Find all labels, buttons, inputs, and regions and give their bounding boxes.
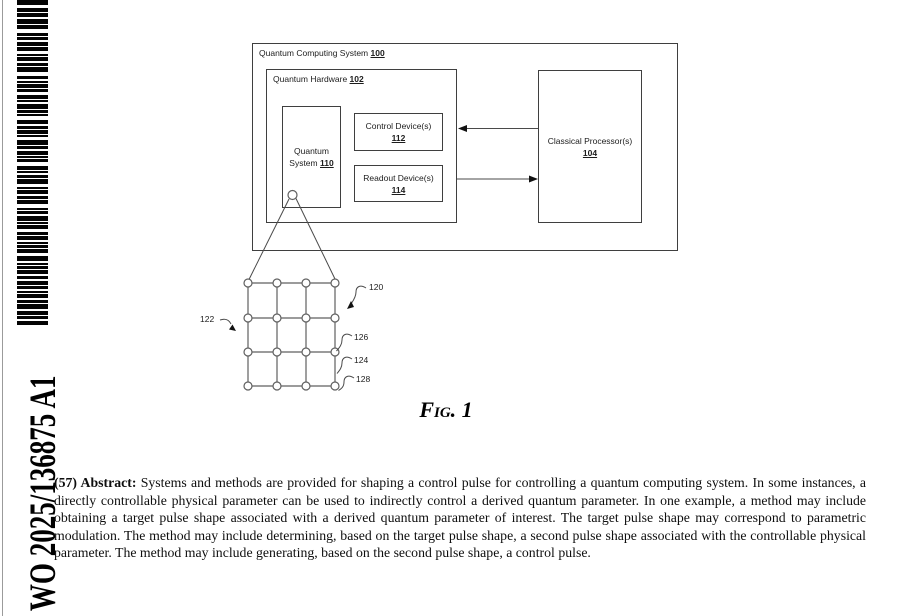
ref-label-128: 128 — [356, 374, 371, 384]
qubit-node — [273, 382, 281, 390]
barcode-bar — [17, 245, 48, 248]
barcode-bar — [17, 57, 48, 61]
barcode-bar — [17, 110, 48, 113]
barcode-bar — [17, 104, 48, 109]
publication-number: WO 2025/136875 A1 — [23, 375, 64, 612]
ref-102: 102 — [349, 74, 364, 84]
barcode-bar — [17, 291, 48, 293]
qubit-node — [302, 382, 310, 390]
barcode-bar — [17, 146, 48, 149]
barcode-bar — [17, 216, 48, 221]
figure-caption: Fig. 1 — [419, 397, 473, 422]
barcode-bar — [17, 151, 48, 155]
ref-label-124: 124 — [354, 355, 369, 365]
readout-devices-label — [355, 172, 442, 196]
ref-112: 112 — [391, 133, 406, 143]
barcode-bar — [17, 0, 48, 5]
barcode-bar — [17, 114, 48, 116]
quantum-computing-system-label: Quantum Computing System — [259, 48, 369, 58]
barcode-bar — [17, 156, 48, 158]
qubit-node — [273, 314, 281, 322]
qubit-node — [302, 348, 310, 356]
barcode-bar — [17, 95, 48, 99]
classical-processors-text: Classical Processor(s) — [547, 135, 633, 146]
barcode-bar — [17, 8, 48, 12]
barcode-bar — [17, 211, 48, 214]
leader-120-arrowhead — [347, 301, 354, 309]
barcode — [17, 0, 48, 326]
barcode-bar — [17, 300, 48, 303]
control-devices-label — [355, 120, 442, 144]
barcode-bar — [17, 190, 48, 194]
page-edge-line — [2, 0, 3, 616]
ref-110: 110 — [320, 158, 334, 168]
qubit-node — [331, 382, 339, 390]
classical-processors-label — [539, 135, 641, 159]
barcode-bar — [17, 76, 48, 79]
barcode-bar — [17, 42, 48, 46]
leader-128 — [339, 376, 355, 390]
quantum-system-label — [283, 145, 340, 169]
barcode-bar — [17, 276, 48, 279]
control-devices-box — [354, 113, 443, 151]
barcode-bar — [17, 171, 48, 173]
qubit-node — [244, 279, 252, 287]
quantum-hardware-title — [273, 74, 364, 84]
qubit-node — [244, 348, 252, 356]
barcode-bar — [17, 316, 48, 319]
leader-122-arrowhead — [229, 325, 236, 332]
quantum-system-line1: Quantum — [294, 146, 329, 156]
ref-104: 104 — [582, 147, 598, 158]
barcode-bar — [17, 294, 48, 298]
barcode-bar — [17, 100, 48, 102]
barcode-bar — [17, 311, 48, 315]
quantum-computing-system-title — [259, 48, 385, 58]
barcode-bar — [17, 13, 48, 17]
barcode-bar — [17, 225, 48, 229]
barcode-bar — [17, 81, 48, 83]
leader-124 — [337, 357, 352, 373]
barcode-bar — [17, 187, 48, 189]
classical-processors-box — [538, 70, 642, 223]
leader-122 — [220, 319, 231, 324]
ref-label-126: 126 — [354, 332, 369, 342]
barcode-bar — [17, 321, 48, 325]
qubit-node — [273, 279, 281, 287]
barcode-bar — [17, 47, 48, 51]
barcode-bar — [17, 67, 48, 72]
barcode-bar — [17, 200, 48, 204]
qubit-node — [331, 314, 339, 322]
barcode-bar — [17, 256, 48, 261]
barcode-bar — [17, 130, 48, 134]
barcode-bar — [17, 281, 48, 285]
barcode-bar — [17, 196, 48, 199]
barcode-bar — [17, 33, 48, 36]
abstract-field-label: (57) Abstract: — [54, 475, 137, 490]
barcode-bar — [17, 270, 48, 274]
ref-label-120: 120 — [369, 282, 384, 292]
barcode-bar — [17, 208, 48, 210]
qubit-node — [331, 348, 339, 356]
control-devices-text: Control Device(s) — [365, 121, 432, 131]
barcode-bar — [17, 54, 48, 56]
barcode-bar — [17, 166, 48, 170]
barcode-bar — [17, 25, 48, 29]
barcode-bar — [17, 140, 48, 145]
barcode-bar — [17, 249, 48, 253]
ref-114: 114 — [391, 184, 406, 195]
barcode-bar — [17, 126, 48, 129]
barcode-bar — [17, 286, 48, 289]
ref-100: 100 — [370, 48, 385, 58]
quantum-system-line2: System — [289, 158, 318, 168]
barcode-bar — [17, 266, 48, 269]
barcode-bar — [17, 236, 48, 240]
qubit-node — [244, 382, 252, 390]
barcode-bar — [17, 135, 48, 137]
barcode-bar — [17, 159, 48, 162]
leader-126 — [337, 334, 353, 351]
qubit-grid — [244, 279, 339, 390]
ref-label-122: 122 — [200, 314, 215, 324]
qubit-node — [302, 279, 310, 287]
qubit-node — [302, 314, 310, 322]
barcode-bar — [17, 179, 48, 184]
barcode-bar — [17, 19, 48, 24]
barcode-bar — [17, 63, 48, 66]
readout-devices-text: Readout Device(s) — [363, 172, 434, 183]
qubit-node — [273, 348, 281, 356]
barcode-bar — [17, 263, 48, 265]
abstract-paragraph — [54, 474, 866, 562]
abstract-text: Systems and methods are provided for shaping a control pulse for controlling a quantum computing system. In some instances, a directly controllable physical parameter can be used to indirectly control a derived quantum parameter. In one example, a method may include obtaining a target pulse shape associated with a derived quantum parameter of interest. The target pulse shape may correspond to parametric modulation. The method may include determining, based on the target pulse shape, a second pulse shape associated with the controllable physical parameter. The method may include generating, based on the second pulse shape, a control pulse. — [54, 475, 867, 560]
barcode-bar — [17, 84, 48, 88]
barcode-bar — [17, 120, 48, 124]
barcode-bar — [17, 242, 48, 244]
quantum-system-box — [282, 106, 341, 208]
leader-120 — [351, 286, 366, 304]
qubit-node — [331, 279, 339, 287]
barcode-bar — [17, 37, 48, 40]
qubit-node — [244, 314, 252, 322]
barcode-bar — [17, 304, 48, 309]
readout-devices-box — [354, 165, 443, 202]
barcode-bar — [17, 89, 48, 92]
barcode-bar — [17, 175, 48, 178]
barcode-bar — [17, 222, 48, 224]
quantum-hardware-label: Quantum Hardware — [273, 74, 348, 84]
barcode-bar — [17, 232, 48, 235]
